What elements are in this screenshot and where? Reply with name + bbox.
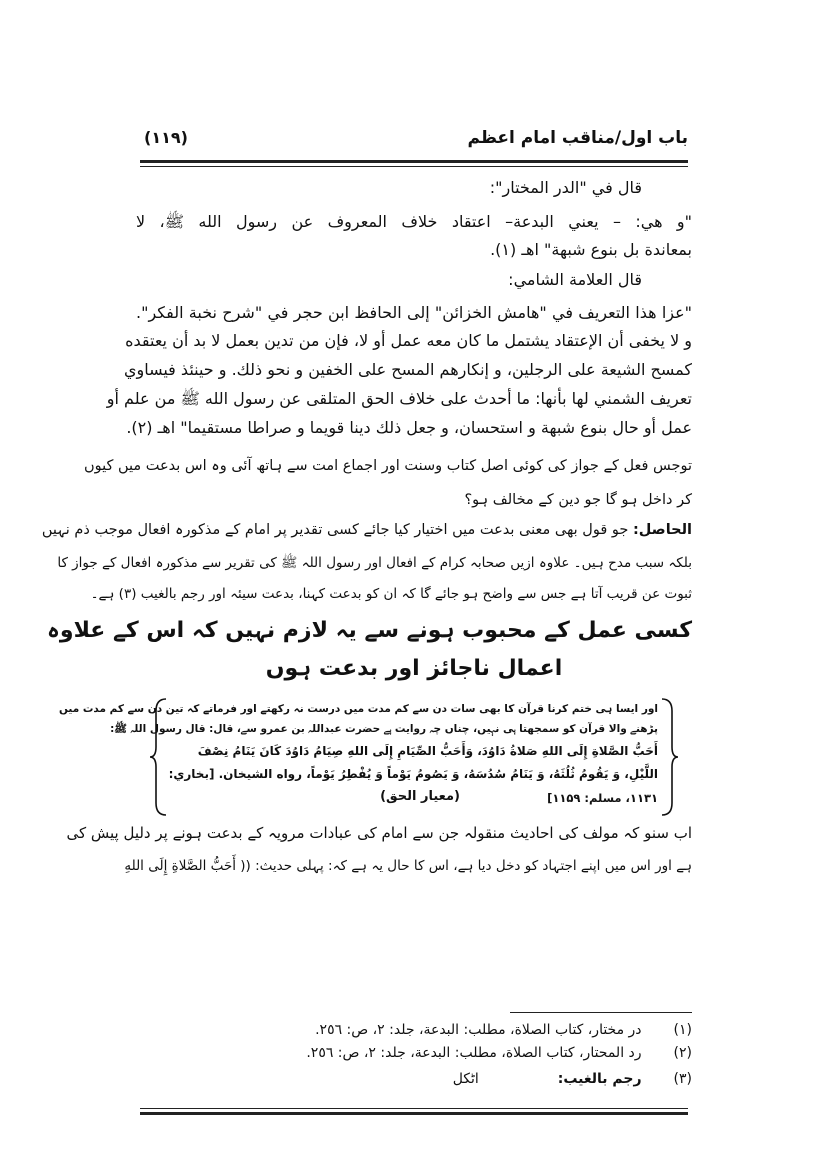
header-rule-thick <box>140 160 688 163</box>
hasil-line: بلکہ سبب مدح ہیں۔ علاوہ ازیں صحابہ کرام کے افعال اور رسول اللہ ﷺ کی تقریر سے مذکورہ افعال کے جواز کا <box>57 555 692 571</box>
arabic-line: تعريف الشمني لها بأنها: ما أحدث على خلاف الحق المتلقى عن رسول الله ﷺ من علم أو <box>106 389 692 408</box>
hasil-line <box>41 522 692 538</box>
footnote-number: (۳) <box>673 1071 692 1087</box>
right-brace-icon <box>658 697 680 817</box>
hasil-text: جو قول بھی معنی بدعت میں اختیار کیا جائے کسی تقدیر پر امام کے مذکورہ افعال موجب ذم نہیں <box>41 522 629 538</box>
arabic-line: قال العلامة الشامي: <box>508 270 642 289</box>
footer-rule-thin <box>140 1108 688 1109</box>
box-source-line <box>380 789 460 804</box>
footer-rule-thick <box>140 1112 688 1115</box>
arabic-line: "عزا هذا التعريف في "هامش الخزائن" إلى الحافظ ابن حجر في "شرح نخبة الفكر". <box>136 303 692 322</box>
hasil-line: ثبوت عن قریب آتا ہے جس سے واضح ہو جائے گا کہ ان کو بدعت کہنا، بدعت سیئہ اور رجم بالغیب (۳) ہے۔ <box>90 586 692 602</box>
box-line: پڑھنے والا قرآن کو سمجھتا ہی نہیں، چناں چہ روایت ہے حضرت عبداللہ بن عمرو سے، قال: قال رسول اللہ ﷺ: <box>110 723 658 735</box>
footnote-term: رجم بالغیب: <box>557 1071 642 1087</box>
footnote-number: (۲) <box>673 1045 692 1061</box>
section-headline: کسی عمل کے محبوب ہونے سے یہ لازم نہیں کہ اس کے علاوہ <box>47 618 692 643</box>
arabic-line: و لا يخفى أن الإعتقاد يشتمل ما كان معه عمل أو لا، فإن من تدين بعمل لا بد أن يعتقده <box>125 331 692 350</box>
running-header <box>140 128 688 158</box>
footnote <box>280 1071 692 1087</box>
chapter-title: باب اول/مناقب امام اعظم <box>467 128 688 148</box>
box-line: أَحَبُّ الصَّلاةِ إِلَى اللهِ صَلاةُ دَاوُدَ، وَأَحَبُّ الصِّيَامِ إِلَى اللهِ صِيَامُ دَاوُدَ كَانَ يَنَامُ نِصْفَ <box>197 744 658 758</box>
section-headline: اعمال ناجائز اور بدعت ہوں <box>265 656 563 681</box>
urdu-line: توجس فعل کے جواز کی کوئی اصل کتاب وسنت اور اجماع امت سے ہاتھ آئی وہ اس بدعت میں کیوں <box>83 458 692 474</box>
footnote-text: رد المحتار، كتاب الصلاة، مطلب: البدعة، جلد: ۲، ص: ۲٥٦. <box>306 1045 642 1061</box>
quote-box <box>58 697 680 817</box>
footnote <box>280 1045 692 1061</box>
urdu-line: کر داخل ہو گا جو دین کے مخالف ہو؟ <box>464 492 692 508</box>
arabic-line: "و هي: – يعني البدعة– اعتقاد خلاف المعروف عن رسول الله ﷺ، لا <box>136 212 692 231</box>
header-rule-thin <box>140 166 688 167</box>
footnote-number: (۱) <box>673 1022 692 1038</box>
box-reference: ۱۱۳۱، مسلم: ۱۱۵۹] <box>547 791 658 805</box>
left-brace-icon <box>148 697 170 817</box>
arabic-line: قال في "الدر المختار": <box>489 178 642 197</box>
footnote-text: در مختار، كتاب الصلاة، مطلب: البدعة، جلد: ۲، ص: ۲٥٦. <box>315 1022 642 1038</box>
urdu-line: ہے اور اس میں اپنے اجتہاد کو دخل دیا ہے، اس کا حال یہ ہے کہ: پہلی حدیث: (( أَحَبُّ الصَّلاةِ إِلَى اللهِ <box>124 858 692 874</box>
footnote-text: اٹکل <box>452 1071 479 1087</box>
arabic-line: كمسح الشيعة على الرجلين، و إنكارهم المسح على الخفين و نحو ذلك. و حينئذ فيساوي <box>123 360 692 379</box>
box-source: (معیار الحق) <box>380 789 460 804</box>
arabic-line: عمل أو حال بنوع شبهة و استحسان، و جعل ذلك دينا قويما و صراطا مستقيما" اهـ (۲). <box>126 418 692 437</box>
arabic-line: بمعاندة بل بنوع شبهة" اهـ (۱). <box>490 240 692 259</box>
footnote <box>280 1022 692 1038</box>
box-line: اور ایسا ہی ختم کرنا قرآن کا بھی سات دن سے کم مدت میں درست نہ رکھتے اور فرماتے کہ تین دن سے کم مدت میں <box>58 703 658 715</box>
urdu-line: اب سنو کہ مولف کی احادیث منقولہ جن سے امام کی عبادات مرویہ کے بدعت ہونے پر دلیل پیش کی <box>66 824 692 842</box>
page-number: (۱۱۹) <box>144 128 188 147</box>
box-line: اللَّيْلِ، وَ يَقُومُ ثُلُثَهُ، وَ يَنَامُ سُدُسَهُ، وَ يَصُومُ يَوْماً وَ يُفْطِرُ يَوْماً، رواه الشيخان. [بخاري: <box>168 767 658 781</box>
footnote-rule <box>510 1012 692 1013</box>
hasil-label: الحاصل: <box>632 522 692 538</box>
